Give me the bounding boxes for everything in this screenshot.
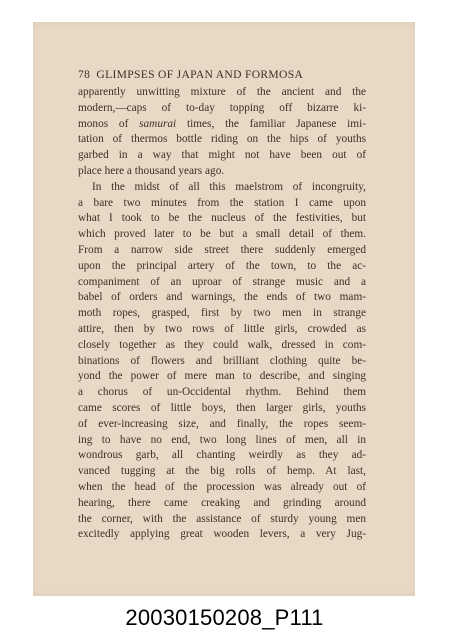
text-line: ing to have no end, two long lines of men, all in [78, 433, 366, 446]
text-line: binations of flowers and brilliant clothing quite be- [78, 354, 366, 367]
text-line: companiment of an uproar of strange music and a [78, 275, 366, 288]
text-line: wondrous garb, all chanting weirdly as they ad- [78, 449, 366, 462]
running-header [78, 68, 368, 81]
text-line: which proved later to be but a small detail of them. [78, 228, 366, 241]
text-line: upon the principal artery of the town, to the ac- [78, 259, 366, 272]
text-line: attire, then by two rows of little girls, crowded as [78, 322, 366, 335]
text-line: came scores of little boys, then larger girls, youths [78, 401, 366, 414]
page-number: 78 [78, 68, 91, 81]
text-line: babel of orders and warnings, the ends of two mam- [78, 291, 366, 304]
text-line: closely together as they could walk, dressed in com- [78, 338, 366, 351]
text-line: a bare two minutes from the station I came upon [78, 196, 366, 209]
text-line: monos of samurai times, the familiar Japanese imi- [78, 117, 366, 130]
text-line: place here a thousand years ago. [78, 164, 225, 177]
text-line: apparently unwitting mixture of the ancient and the [78, 86, 366, 98]
text-line: yond the power of mere man to describe, and singing [78, 370, 366, 383]
text-line: moth ropes, grasped, first by two men in strange [78, 307, 366, 320]
image-id-caption: 20030150208_P111 [125, 605, 324, 630]
text-line: In the midst of all this maelstrom of incongruity, [92, 180, 366, 193]
text-line: of ever-increasing size, and finally, the ropes seem- [78, 417, 366, 430]
text-line: the corner, with the assistance of sturdy young men [78, 512, 366, 525]
text-line: modern,—caps of to-day topping off bizarre ki- [78, 101, 366, 114]
text-line: tation of thermos bottle riding on the hips of youths [78, 133, 366, 146]
text-line: what I took to be the nucleus of the festivities, but [78, 212, 366, 225]
text-line: hearing, there came creaking and grinding around [78, 496, 366, 509]
text-line: a chorus of un-Occidental rhythm. Behind them [78, 386, 366, 399]
running-title: GLIMPSES OF JAPAN AND FORMOSA [96, 68, 304, 81]
text-line: garbed in a way that might not have been out of [78, 149, 366, 162]
body-text [78, 85, 366, 543]
text-line: when the head of the procession was already out of [78, 480, 366, 493]
text-line: From a narrow side street there suddenly emerged [78, 243, 366, 256]
text-line: vanced tugging at the big rolls of hemp. At last, [78, 465, 366, 478]
text-line: excitedly applying great wooden levers, a very Jug- [78, 528, 366, 541]
